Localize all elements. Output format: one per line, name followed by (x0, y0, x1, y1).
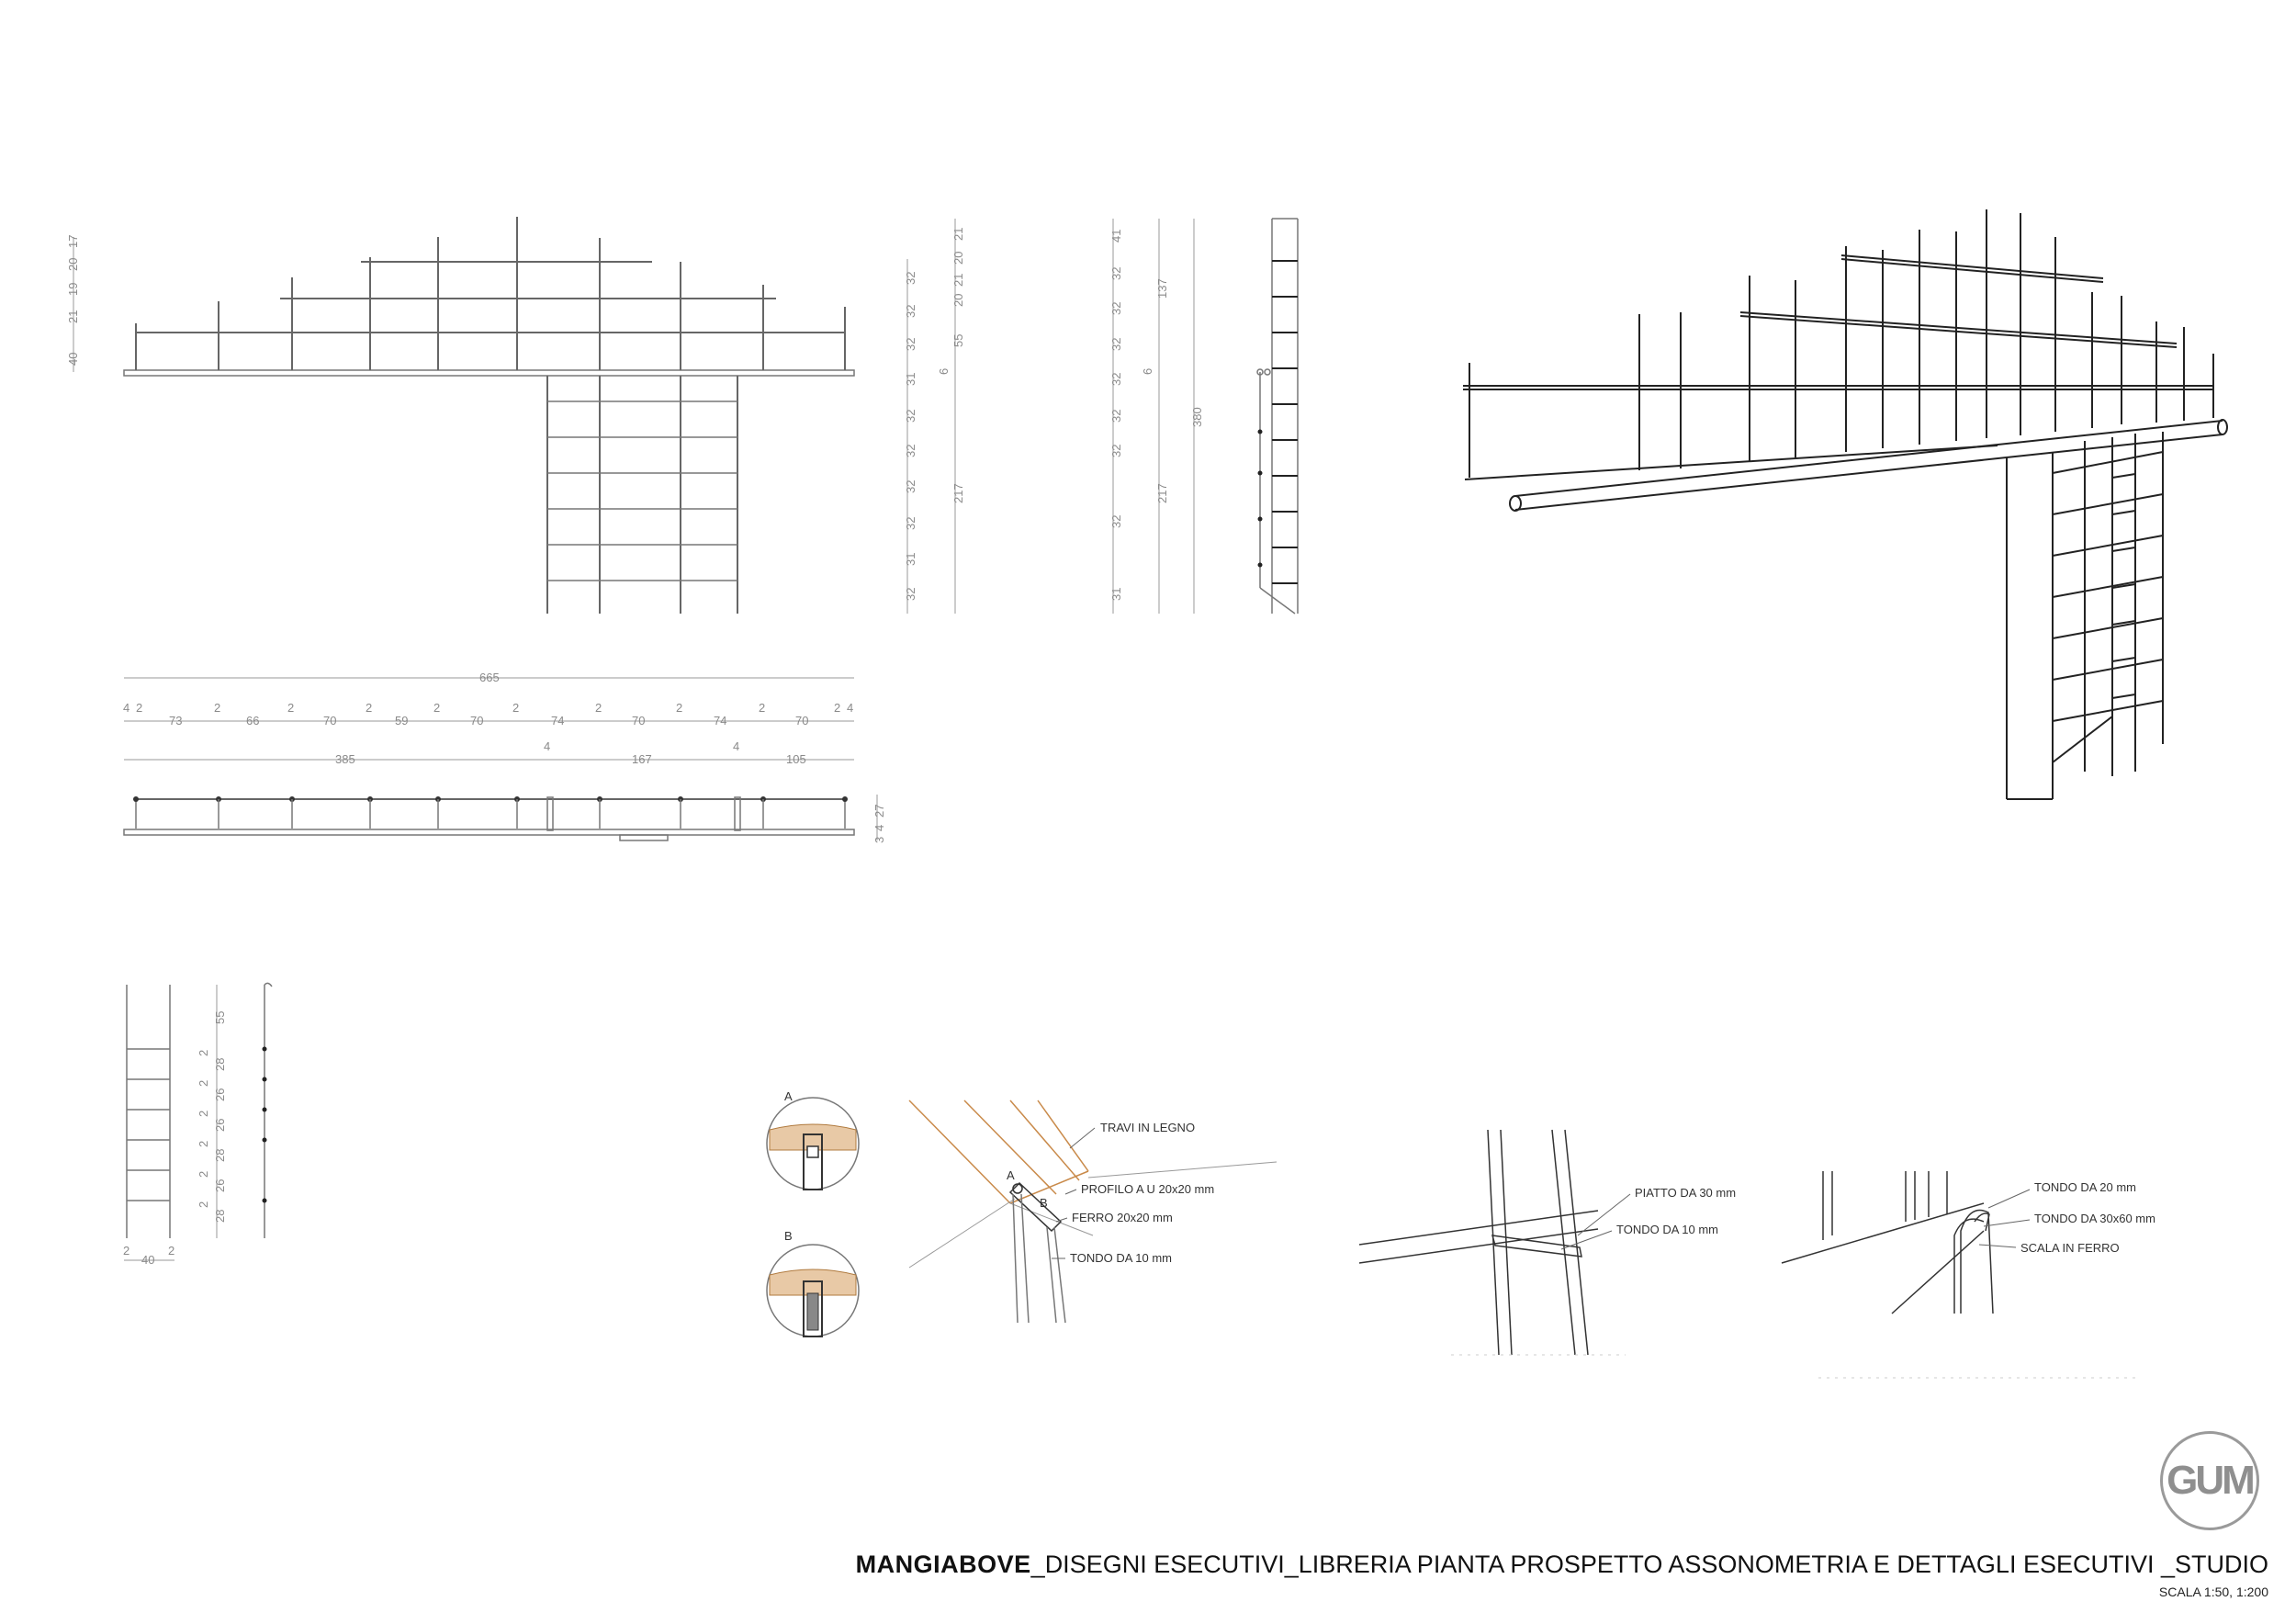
dim-label: 21 (66, 310, 80, 323)
dim-label: 2 (197, 1049, 210, 1056)
elevation-beam (124, 370, 854, 376)
dim-label: 4 (872, 824, 886, 831)
scale-note: SCALA 1:50, 1:200 (2158, 1585, 2268, 1599)
callout-label: TONDO DA 10 mm (1616, 1223, 1719, 1236)
dim-label: 217 (1155, 483, 1169, 503)
axonometric-view (1463, 209, 2227, 799)
dim-label: 2 (287, 701, 295, 715)
dim-label: 2 (214, 701, 221, 715)
dim-label: 66 (246, 714, 260, 727)
dim-label: 2 (136, 701, 143, 715)
detail-mark: A (1007, 1168, 1015, 1182)
dim-label: 32 (904, 587, 917, 601)
gum-logo (2160, 1431, 2259, 1530)
dim-label: 32 (904, 304, 917, 318)
dim-label: 26 (213, 1088, 227, 1101)
dim-label: 32 (1109, 372, 1123, 386)
detail-beam-joint (909, 1100, 1277, 1323)
dim-label: 3 (872, 836, 886, 843)
detail-a-mark: A (784, 1089, 793, 1103)
side-section (1257, 219, 1298, 614)
dim-label: 20 (951, 251, 965, 265)
dim-label: 26 (213, 1118, 227, 1132)
dim-label: 55 (213, 1010, 227, 1024)
dim-label: 32 (904, 444, 917, 457)
dim-label: 2 (759, 701, 766, 715)
detail-ladder-hook (1782, 1171, 2140, 1378)
dim-label: 2 (595, 701, 602, 715)
dim-label: 19 (66, 282, 80, 296)
callout-label: TONDO DA 20 mm (2034, 1180, 2137, 1194)
dim-label: 40 (66, 352, 80, 366)
dim-label: 2 (834, 701, 841, 715)
left-height-dims (66, 235, 80, 372)
callout-label: TRAVI IN LEGNO (1100, 1121, 1196, 1134)
dim-label: 2 (366, 701, 373, 715)
dim-label: 385 (335, 752, 355, 766)
dim-label: 32 (904, 479, 917, 493)
dim-label: 167 (632, 752, 652, 766)
dim-label: 2 (197, 1170, 210, 1178)
callout-label: PROFILO A U 20x20 mm (1081, 1182, 1215, 1196)
dim-label: 32 (1109, 514, 1123, 528)
dim-label: 2 (123, 1244, 130, 1257)
dim-label: 4 (847, 701, 854, 715)
dim-label: 74 (551, 714, 565, 727)
dim-label: 2 (433, 701, 441, 715)
dim-label: 2 (512, 701, 520, 715)
dim-label: 70 (795, 714, 809, 727)
dim-label: 380 (1190, 407, 1204, 427)
dim-label: 31 (1109, 587, 1123, 601)
dim-label: 6 (1141, 367, 1154, 375)
dim-label: 59 (395, 714, 409, 727)
plan-view (124, 795, 886, 843)
dim-label: 55 (951, 333, 965, 347)
sheet-description: _DISEGNI ESECUTIVI_LIBRERIA PIANTA PROSPETTO ASSONOMETRIA E DETTAGLI ESECUTIVI _STUDIO (1030, 1551, 2268, 1578)
callout-label: PIATTO DA 30 mm (1635, 1186, 1737, 1200)
dim-label: 70 (323, 714, 337, 727)
callout-label: TONDO DA 10 mm (1070, 1251, 1173, 1265)
dim-label: 105 (786, 752, 806, 766)
sheet-title (856, 1551, 2268, 1579)
dim-label: 73 (169, 714, 183, 727)
front-elevation (66, 217, 854, 614)
dim-label: 2 (197, 1201, 210, 1208)
dim-label: 32 (904, 271, 917, 285)
elevation-lower-shelving (547, 376, 737, 614)
dim-label: 17 (66, 234, 80, 248)
dim-label: 4 (733, 739, 740, 753)
detail-flat-bar (1359, 1130, 1630, 1355)
dim-label: 137 (1155, 278, 1169, 299)
ladder-detail (123, 983, 272, 1267)
title-block (856, 1551, 2268, 1599)
dim-label: 32 (904, 516, 917, 530)
dim-label: 2 (197, 1140, 210, 1147)
dim-label: 28 (213, 1148, 227, 1162)
dim-label: 2 (168, 1244, 175, 1257)
dim-label: 6 (937, 367, 951, 375)
dim-label: 70 (470, 714, 484, 727)
callout-label: SCALA IN FERRO (2020, 1241, 2120, 1255)
dim-label: 26 (213, 1179, 227, 1192)
dim-label: 74 (714, 714, 727, 727)
dim-label: 4 (123, 701, 130, 715)
callout-label: FERRO 20x20 mm (1072, 1211, 1173, 1224)
dim-label: 21 (951, 273, 965, 287)
dim-label: 4 (544, 739, 551, 753)
dim-label: 40 (141, 1253, 155, 1267)
plan-dimensions (123, 671, 854, 766)
section-1-dims (904, 219, 965, 614)
section-2-dims (1109, 219, 1204, 614)
dim-label: 2 (197, 1079, 210, 1087)
dim-label: 20 (66, 257, 80, 271)
dim-label: 32 (904, 409, 917, 423)
dim-label: 27 (872, 804, 886, 818)
dim-label: 32 (904, 337, 917, 351)
dim-label: 32 (1109, 337, 1123, 351)
dim-label: 32 (1109, 266, 1123, 280)
callout-label: TONDO DA 30x60 mm (2034, 1212, 2155, 1225)
logo-text: GUM (2167, 1458, 2253, 1503)
dim-label: 41 (1109, 229, 1123, 242)
dim-label: 665 (479, 671, 500, 684)
dim-label: 2 (676, 701, 683, 715)
detail-section-a (767, 1089, 859, 1190)
dim-label: 32 (1109, 409, 1123, 423)
project-name: MANGIABOVE (855, 1551, 1031, 1578)
detail-section-b (767, 1229, 859, 1336)
dim-label: 31 (904, 372, 917, 386)
detail-mark: B (1040, 1196, 1048, 1210)
dim-label: 31 (904, 552, 917, 566)
dim-label: 32 (1109, 444, 1123, 457)
dim-label: 28 (213, 1057, 227, 1071)
detail-b-mark: B (784, 1229, 793, 1243)
dim-label: 32 (1109, 301, 1123, 315)
dim-label: 20 (951, 293, 965, 307)
dim-label: 217 (951, 483, 965, 503)
dim-label: 28 (213, 1209, 227, 1223)
dim-label: 70 (632, 714, 646, 727)
dim-label: 2 (197, 1110, 210, 1117)
dim-label: 21 (951, 227, 965, 241)
